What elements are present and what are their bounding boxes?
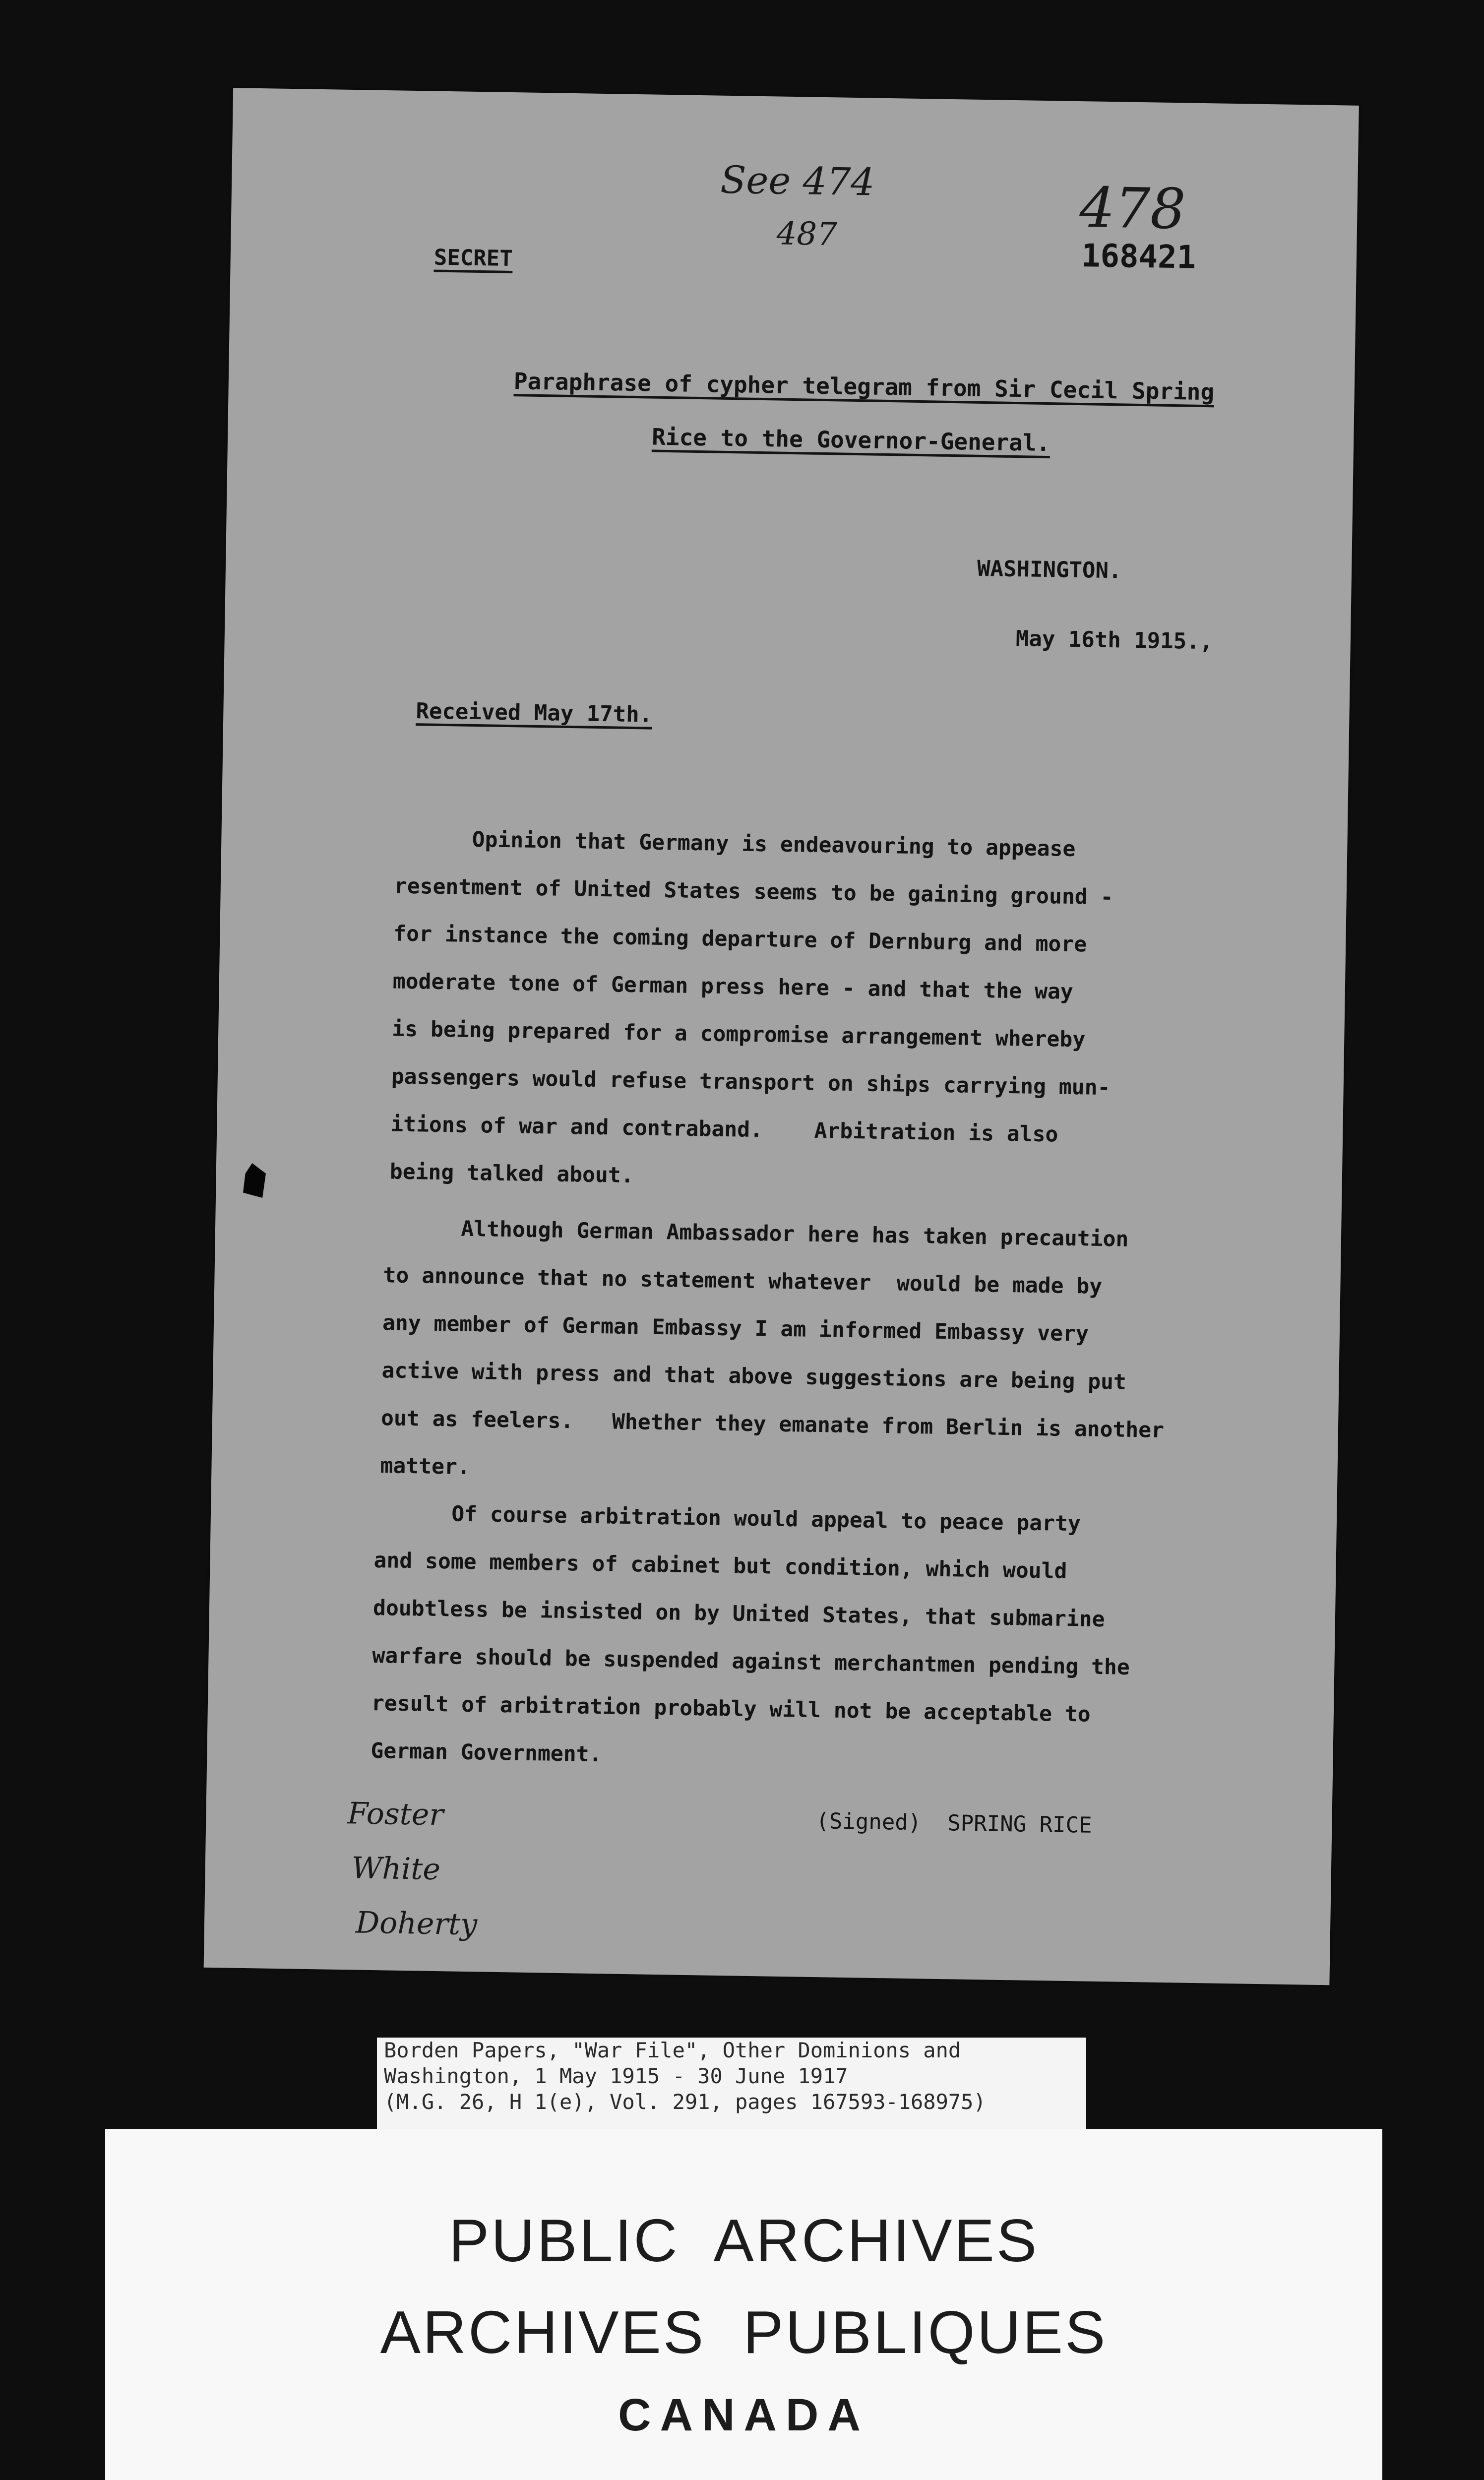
caption-line-3: (M.G. 26, H 1(e), Vol. 291, pages 167593-168975): [384, 2090, 986, 2114]
paragraph-2-line: matter.: [380, 1453, 471, 1480]
paragraph-1-line: is being prepared for a compromise arrangement whereby: [391, 1016, 1086, 1053]
archives-french: ARCHIVES PUBLIQUES: [380, 2298, 1108, 2366]
paragraph-1: [389, 814, 1278, 1209]
signature-line: (Signed) SPRING RICE: [815, 1808, 1093, 1838]
handwritten-initials-2: White: [351, 1851, 441, 1887]
paragraph-3: [371, 1489, 1258, 1789]
paragraph-3-line: and some members of cabinet but condition, which would: [373, 1548, 1067, 1584]
paragraph-3-line: result of arbitration probably will not be acceptable to: [371, 1690, 1091, 1727]
public-archives-card: [105, 2129, 1382, 2480]
title-line-2: Rice to the Governor-General.: [651, 423, 1051, 457]
paragraph-2-line: Although German Ambassador here has taken precaution: [383, 1215, 1129, 1252]
paragraph-3-line: doubtless be insisted on by United States, that submarine: [372, 1595, 1105, 1632]
handwritten-reference-number: 487: [776, 215, 838, 253]
paragraph-2-line: out as feelers. Whether they emanate from Berlin is another: [380, 1406, 1165, 1443]
paragraph-1-line: passengers would refuse transport on ships carrying mun-: [391, 1064, 1111, 1101]
title-line-1: Paraphrase of cypher telegram from Sir Cecil Spring: [513, 368, 1215, 406]
sender-place: WASHINGTON.: [977, 556, 1122, 584]
received-date: Received May 17th.: [416, 698, 653, 728]
paragraph-1-line: moderate tone of German press here - and that the way: [392, 969, 1074, 1004]
handwritten-initials-3: Doherty: [355, 1905, 478, 1942]
paragraph-3-line: Of course arbitration would appeal to peace party: [374, 1500, 1081, 1537]
paragraph-2-line: any member of German Embassy I am informed Embassy very: [382, 1310, 1089, 1347]
handwritten-reference-see: See 474: [720, 157, 875, 204]
archives-country: CANADA: [618, 2390, 869, 2440]
handwritten-folio-number: 478: [1079, 176, 1186, 242]
paragraph-1-line: being talked about.: [389, 1159, 634, 1188]
classification-label: SECRET: [433, 245, 513, 272]
paragraph-2: [380, 1204, 1267, 1503]
paragraph-2-line: active with press and that above suggestions are being put: [381, 1358, 1127, 1395]
sent-date: May 16th 1915.,: [1015, 626, 1213, 655]
paragraph-1-line: for instance the coming departure of Dernburg and more: [393, 921, 1087, 957]
paragraph-3-line: warfare should be suspended against merchantmen pending the: [372, 1643, 1130, 1680]
caption-line-2: Washington, 1 May 1915 - 30 June 1917: [384, 2064, 848, 2088]
handwritten-initials-1: Foster: [347, 1796, 444, 1833]
stamped-page-number: 168421: [1081, 238, 1196, 276]
paragraph-1-line: resentment of United States seems to be gaining ground -: [394, 873, 1113, 910]
archive-caption-label: [377, 2038, 1086, 2129]
archives-english: PUBLIC ARCHIVES: [448, 2207, 1039, 2274]
paragraph-1-line: Opinion that Germany is endeavouring to appease: [395, 826, 1076, 862]
paragraph-1-line: itions of war and contraband. Arbitration is also: [390, 1112, 1058, 1147]
caption-line-1: Borden Papers, "War File", Other Dominions and: [384, 2038, 961, 2062]
telegram-sheet: [204, 88, 1359, 1985]
paragraph-2-line: to announce that no statement whatever would be made by: [383, 1263, 1103, 1299]
paragraph-3-line: German Government.: [371, 1738, 602, 1767]
